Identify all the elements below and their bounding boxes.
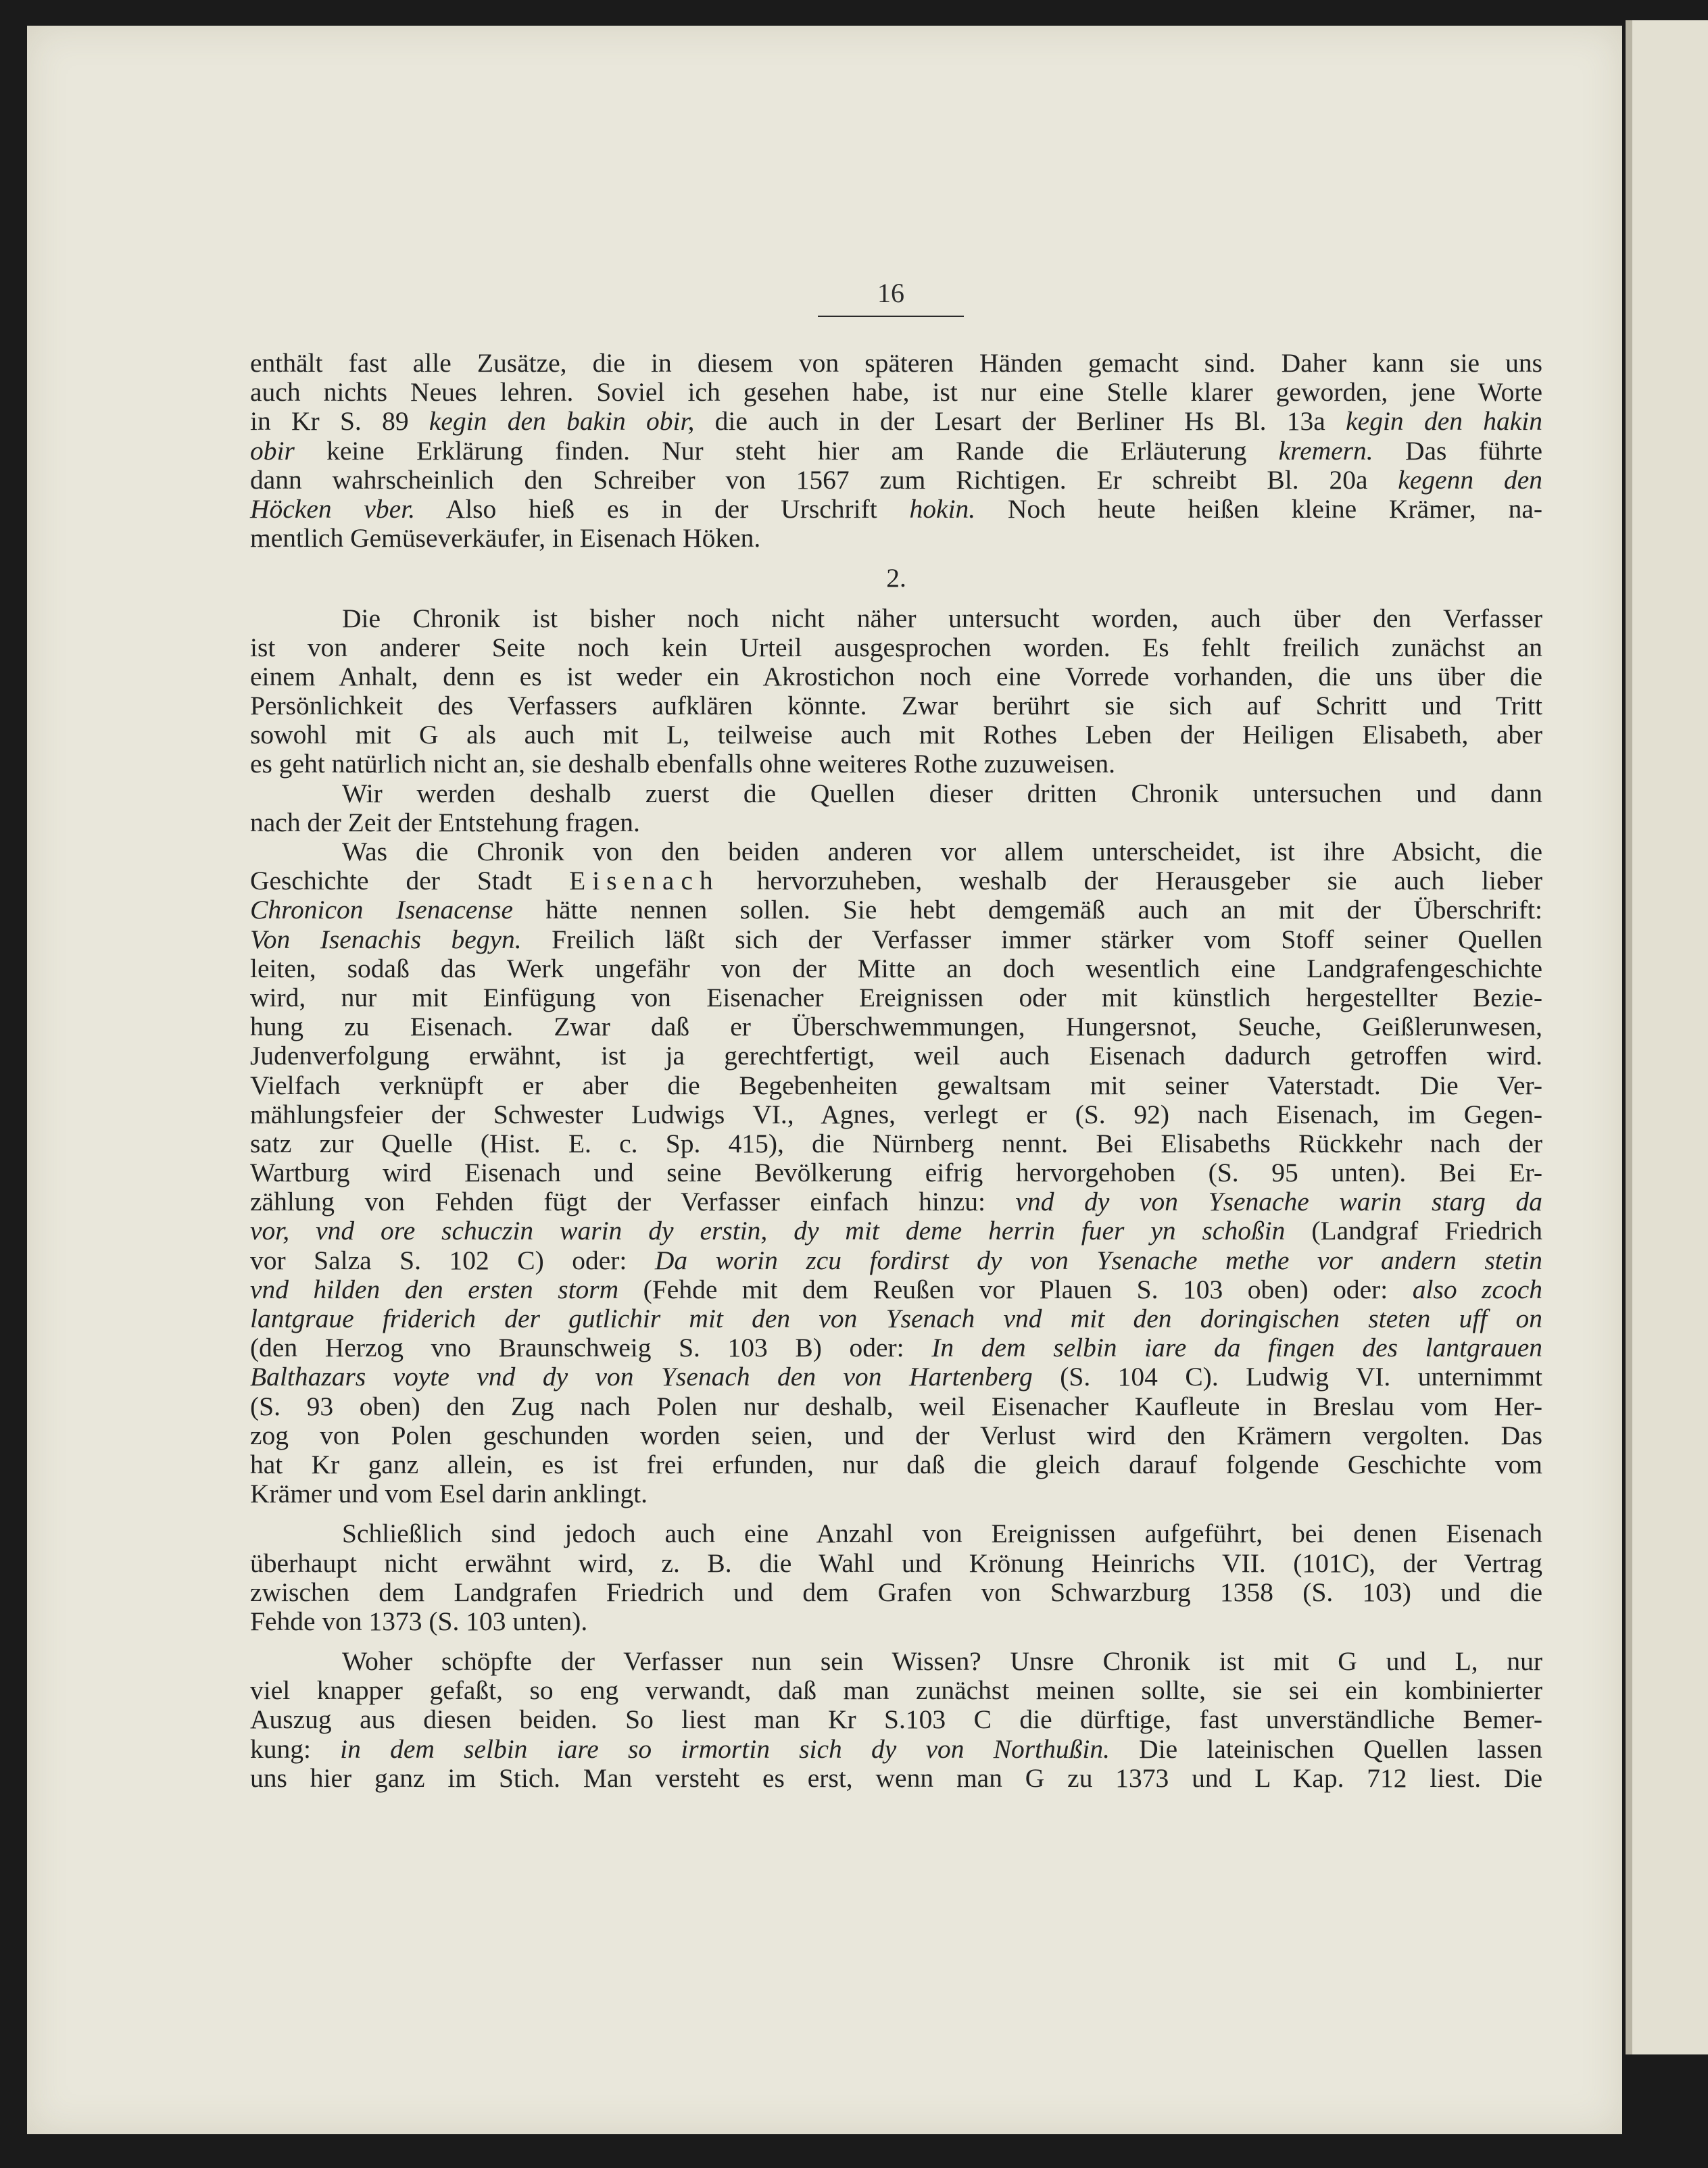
text-line: zählung von Fehden fügt der Verfasser einfach hinzu: vnd dy von Ysenache warin starg da xyxy=(250,1187,1543,1217)
text-line: in Kr S. 89 kegin den bakin obir, die auch in der Lesart der Berliner Hs Bl. 13a kegin den hakin xyxy=(250,406,1543,437)
text-line: satz zur Quelle (Hist. E. c. Sp. 415), die Nürnberg nennt. Bei Elisabeths Rückkehr nach der xyxy=(250,1128,1542,1158)
text-line: Fehde von 1373 (S. 103 unten). xyxy=(250,1606,588,1636)
text-line: Wir werden deshalb zuerst die Quellen dieser dritten Chronik untersuchen und dann xyxy=(342,778,1542,808)
text-line: (den Herzog vno Braunschweig S. 103 B) oder: In dem selbin iare da fingen des lantgrauen xyxy=(250,1333,1543,1363)
text-line: einem Anhalt, denn es ist weder ein Akrostichon noch eine Vorrede vorhanden, die uns über die xyxy=(250,661,1542,691)
text-line: Balthazars voyte vnd dy von Ysenach den von Hartenberg (S. 104 C). Ludwig VI. unternimmt xyxy=(250,1362,1542,1392)
text-line: Woher schöpfte der Verfasser nun sein Wissen? Unsre Chronik ist mit G und L, nur xyxy=(342,1646,1542,1677)
text-line: hung zu Eisenach. Zwar daß er Überschwemmungen, Hungersnot, Seuche, Geißlerunwesen, xyxy=(250,1012,1542,1042)
text-line: Wartburg wird Eisenach und seine Bevölkerung eifrig hervorgehoben (S. 95 unten). Bei Er- xyxy=(250,1158,1542,1188)
text-line: uns hier ganz im Stich. Man versteht es erst, wenn man G zu 1373 und L Kap. 712 liest. Die xyxy=(250,1763,1542,1793)
text-line: zwischen dem Landgrafen Friedrich und dem Grafen von Schwarzburg 1358 (S. 103) und die xyxy=(250,1577,1542,1607)
text-line: Was die Chronik von den beiden anderen vor allem unterscheidet, ist ihre Absicht, die xyxy=(342,837,1542,866)
next-page-edge xyxy=(1626,20,1708,2054)
text-line: Judenverfolgung erwähnt, ist ja gerechtfertigt, weil auch Eisenach dadurch getroffen wird. xyxy=(250,1041,1542,1071)
text-line: kung: in dem selbin iare so irmortin sich dy von Northußin. Die lateinischen Quellen lassen xyxy=(250,1733,1542,1764)
text-line: Chronicon Isenacense hätte nennen sollen. Sie hebt demgemäß auch an mit der Überschrift: xyxy=(250,895,1542,925)
text-line: viel knapper gefaßt, so eng verwandt, daß man zunächst meinen sollte, sie sei ein kombinierter xyxy=(250,1675,1542,1706)
text-line: zog von Polen geschunden worden seien, und der Verlust wird den Krämern vergolten. Das xyxy=(250,1420,1542,1450)
text-line: leiten, sodaß das Werk ungefähr von der Mitte an doch wesentlich eine Landgrafengeschichte xyxy=(250,953,1542,983)
text-line: es geht natürlich nicht an, sie deshalb ebenfalls ohne weiteres Rothe zuzuweisen. xyxy=(250,749,1116,779)
text-line: sowohl mit G als auch mit L, teilweise auch mit Rothes Leben der Heiligen Elisabeth, aber xyxy=(250,720,1542,750)
text-line: ist von anderer Seite noch kein Urteil ausgesprochen worden. Es fehlt freilich zunächst an xyxy=(250,632,1542,662)
text-line: Die Chronik ist bisher noch nicht näher untersucht worden, auch über den Verfasser xyxy=(342,603,1542,633)
text-line: überhaupt nicht erwähnt wird, z. B. die Wahl und Krönung Heinrichs VII. (101C), der Vertrag xyxy=(250,1548,1542,1578)
paragraph-ereignisse xyxy=(250,1519,1542,1636)
text-line: Schließlich sind jedoch auch eine Anzahl von Ereignissen aufgeführt, bei denen Eisenach xyxy=(342,1519,1542,1549)
paragraph-wissen xyxy=(250,1647,1542,1793)
text-line: vnd hilden den ersten storm (Fehde mit dem Reußen vor Plauen S. 103 oben) oder: also zcoch xyxy=(250,1274,1542,1304)
page-number: 16 xyxy=(818,277,964,317)
text-line: mählungsfeier der Schwester Ludwigs VI., Agnes, verlegt er (S. 92) nach Eisenach, im Gegen- xyxy=(250,1099,1542,1129)
paragraph-chronik xyxy=(250,604,1542,779)
text-line: wird, nur mit Einfügung von Eisenacher Ereignissen oder mit künstlich hergestellter Bezie- xyxy=(250,982,1542,1012)
section-number: 2. xyxy=(886,563,906,593)
text-line: obir keine Erklärung finden. Nur steht hier am Rande die Erläuterung kremern. Das führte xyxy=(250,435,1542,466)
book-page xyxy=(27,26,1622,2134)
text-line: Krämer und vom Esel darin anklingt. xyxy=(250,1479,648,1509)
text-line: hat Kr ganz allein, es ist frei erfunden, nur daß die gleich darauf folgende Geschichte vom xyxy=(250,1449,1542,1479)
text-line: (S. 93 oben) den Zug nach Polen nur deshalb, weil Eisenacher Kaufleute in Breslau vom Her- xyxy=(250,1391,1542,1421)
text-line: mentlich Gemüseverkäufer, in Eisenach Höken. xyxy=(250,523,761,553)
text-line: lantgraue friderich der gutlichir mit den von Ysenach vnd mit den doringischen steten uff on xyxy=(250,1304,1542,1333)
text-line: auch nichts Neues lehren. Soviel ich gesehen habe, ist nur eine Stelle klarer geworden, jene Worte xyxy=(250,377,1542,408)
text-line: Höcken vber. Also hieß es in der Urschrift hokin. Noch heute heißen kleine Krämer, na- xyxy=(250,493,1543,524)
text-line: Geschichte der Stadt Eisenach hervorzuheben, weshalb der Herausgeber sie auch lieber xyxy=(250,866,1543,896)
text-line: vor Salza S. 102 C) oder: Da worin zcu fordirst dy von Ysenache methe vor andern stetin xyxy=(250,1245,1542,1275)
text-line: enthält fast alle Zusätze, die in diesem von späteren Händen gemacht sind. Daher kann sie uns xyxy=(250,348,1542,378)
paragraph-intro xyxy=(250,349,1542,553)
text-line: nach der Zeit der Entstehung fragen. xyxy=(250,807,640,837)
text-line: Auszug aus diesen beiden. So liest man Kr S.103 C die dürftige, fast unverständliche Bemer- xyxy=(250,1704,1542,1735)
paragraph-absicht xyxy=(250,837,1542,1508)
text-column xyxy=(250,349,1542,1793)
text-line: Von Isenachis begyn. Freilich läßt sich der Verfasser immer stärker vom Stoff seiner Quellen xyxy=(250,924,1543,954)
paragraph-quellen xyxy=(250,779,1542,837)
text-line: Vielfach verknüpft er aber die Begebenheiten gewaltsam mit seiner Vaterstadt. Die Ver- xyxy=(250,1070,1542,1100)
text-line: Persönlichkeit des Verfassers aufklären könnte. Zwar berührt sie sich auf Schritt und Tritt xyxy=(250,691,1542,721)
text-line: dann wahrscheinlich den Schreiber von 1567 zum Richtigen. Er schreibt Bl. 20a kegenn den xyxy=(250,464,1542,495)
text-line: vor, vnd ore schuczin warin dy erstin, dy mit deme herrin fuer yn schoßin (Landgraf Friedrich xyxy=(250,1216,1542,1246)
